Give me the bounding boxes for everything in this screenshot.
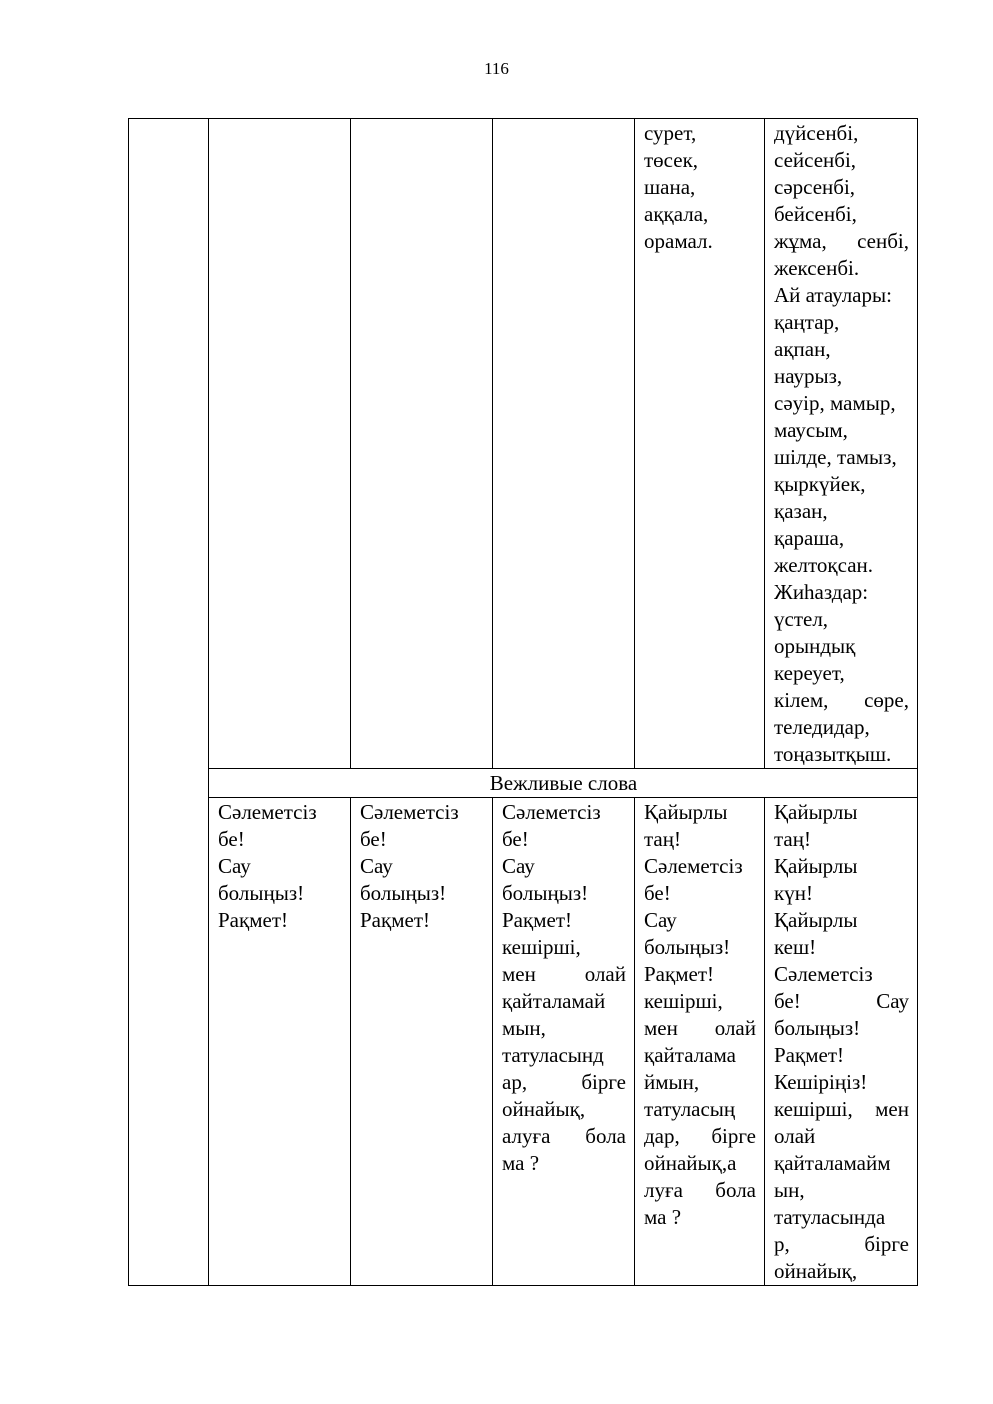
cell-text-line: бе! xyxy=(502,827,529,851)
cell-text-line: кешірші, xyxy=(644,989,723,1013)
cell-word: кешірші, xyxy=(774,1097,853,1121)
cell-word: олай xyxy=(714,1016,756,1040)
cell-text-line: маусым, xyxy=(774,418,848,442)
cell-text-line xyxy=(774,1231,909,1258)
cell-text-line: ойнайық, xyxy=(502,1097,586,1121)
cell-word: олай xyxy=(584,962,626,986)
cell-text-line: Рақмет! xyxy=(774,1043,844,1067)
cell-text-line: Сәлеметсіз xyxy=(360,800,459,824)
cell-text-line: болыңыз! xyxy=(502,881,589,905)
cell-text-line: қазан, xyxy=(774,499,828,523)
cell-text-line: Сау xyxy=(218,854,251,878)
section-title: Вежливые слова xyxy=(209,769,918,798)
polite-cell-col2 xyxy=(351,798,493,1286)
cell-word: мен xyxy=(644,1016,678,1040)
cell-text-line: орамал. xyxy=(644,229,713,253)
cell-text-line: болыңыз! xyxy=(774,1016,861,1040)
cell-text-line xyxy=(502,1123,626,1150)
cell-text-line: күн! xyxy=(774,881,813,905)
cell-text-line: Сәлеметсіз xyxy=(774,962,873,986)
cell-word: кілем, xyxy=(774,688,829,712)
cell-text-line xyxy=(774,687,909,714)
cell-text-line: Сәлеметсіз xyxy=(644,854,743,878)
cell-text-line: теледидар, xyxy=(774,715,870,739)
cell-text-line: Сау xyxy=(360,854,393,878)
page-number: 116 xyxy=(484,59,509,78)
cell-word: жұма, xyxy=(774,229,827,253)
cell-text-line: ақпан, xyxy=(774,337,831,361)
cell-text-line: жексенбі. xyxy=(774,256,860,280)
topic-column-cell xyxy=(129,119,209,1286)
cell-word: сөре, xyxy=(864,688,909,712)
cell-text-line: болыңыз! xyxy=(644,935,731,959)
polite-cell-col1 xyxy=(209,798,351,1286)
cell-text-line: сейсенбі, xyxy=(774,148,857,172)
vocab-cell-col2 xyxy=(351,119,493,769)
cell-text-line: Қайырлы xyxy=(774,800,858,824)
cell-word: Сау xyxy=(876,989,909,1013)
cell-text-line xyxy=(502,961,626,988)
cell-text-line: төсек, xyxy=(644,148,699,172)
cell-text-line: Ай атаулары: xyxy=(774,283,892,307)
vocab-cell-col3 xyxy=(493,119,635,769)
vocabulary-row xyxy=(129,119,918,769)
cell-text-line: ын, xyxy=(774,1178,805,1202)
cell-text-line: желтоқсан. xyxy=(774,553,874,577)
cell-text-line: Кешіріңіз! xyxy=(774,1070,868,1094)
cell-text-line xyxy=(502,1069,626,1096)
cell-text-line: Сәлеметсіз xyxy=(218,800,317,824)
cell-text-line: Сәлеметсіз xyxy=(502,800,601,824)
cell-text-line: кеш! xyxy=(774,935,817,959)
vocab-cell-col5 xyxy=(765,119,918,769)
cell-text-line: қыркүйек, xyxy=(774,472,866,496)
cell-text-line: татуласынд xyxy=(502,1043,604,1067)
cell-text-line: бе! xyxy=(644,881,671,905)
cell-word: бола xyxy=(585,1124,626,1148)
cell-word: бе! xyxy=(774,989,801,1013)
cell-word: бола xyxy=(715,1178,756,1202)
cell-word: ар, xyxy=(502,1070,528,1094)
cell-text-line xyxy=(774,988,909,1015)
cell-text-line: аққала, xyxy=(644,202,709,226)
cell-text-line xyxy=(774,228,909,255)
cell-word: мен xyxy=(502,962,536,986)
cell-text-line: Қайырлы xyxy=(644,800,728,824)
cell-text-line: бе! xyxy=(218,827,245,851)
cell-text-line: қайталамайм xyxy=(774,1151,891,1175)
cell-text-line: олай xyxy=(774,1124,816,1148)
vocab-cell-col4 xyxy=(635,119,765,769)
cell-word: мен xyxy=(875,1097,909,1121)
cell-text-line: Рақмет! xyxy=(644,962,714,986)
section-header-row xyxy=(129,769,918,798)
cell-text-line: ймын, xyxy=(644,1070,700,1094)
cell-text-line: ма ? xyxy=(502,1151,540,1175)
cell-text-line: кереует, xyxy=(774,661,845,685)
cell-text-line: Қайырлы xyxy=(774,854,858,878)
cell-text-line: шілде, тамыз, xyxy=(774,445,897,469)
cell-text-line: шана, xyxy=(644,175,696,199)
cell-text-line: Қайырлы xyxy=(774,908,858,932)
cell-text-line: таң! xyxy=(774,827,811,851)
cell-text-line: қайталама xyxy=(644,1043,736,1067)
cell-text-line: бе! xyxy=(360,827,387,851)
cell-text-line: бейсенбі, xyxy=(774,202,857,226)
cell-text-line: дүйсенбі, xyxy=(774,121,859,145)
cell-text-line xyxy=(644,1177,756,1204)
cell-text-line: Рақмет! xyxy=(360,908,430,932)
cell-text-line: Сау xyxy=(644,908,677,932)
cell-word: бірге xyxy=(581,1070,626,1094)
cell-text-line: қайталамай xyxy=(502,989,606,1013)
cell-word: алуға xyxy=(502,1124,551,1148)
cell-text-line: Рақмет! xyxy=(218,908,288,932)
cell-text-line: ойнайық, xyxy=(774,1259,858,1283)
cell-word: сенбі, xyxy=(857,229,909,253)
cell-text-line: таң! xyxy=(644,827,681,851)
cell-text-line: болыңыз! xyxy=(218,881,305,905)
cell-text-line: қаңтар, xyxy=(774,310,840,334)
cell-text-line: Жиһаздар: xyxy=(774,580,869,604)
polite-cell-col4 xyxy=(635,798,765,1286)
cell-word: дар, xyxy=(644,1124,680,1148)
cell-word: луға xyxy=(644,1178,683,1202)
cell-word: бірге xyxy=(864,1232,909,1256)
cell-text-line: тоңазытқыш. xyxy=(774,742,892,766)
cell-text-line: ойнайық,а xyxy=(644,1151,737,1175)
cell-text-line: үстел, xyxy=(774,607,829,631)
cell-text-line xyxy=(644,1015,756,1042)
cell-text-line: мын, xyxy=(502,1016,546,1040)
cell-text-line: қараша, xyxy=(774,526,845,550)
cell-text-line: сәуір, мамыр, xyxy=(774,391,896,415)
cell-text-line: кешірші, xyxy=(502,935,581,959)
cell-text-line xyxy=(644,1123,756,1150)
cell-text-line: сурет, xyxy=(644,121,697,145)
polite-cell-col5 xyxy=(765,798,918,1286)
polite-cell-col3 xyxy=(493,798,635,1286)
cell-text-line: орындық xyxy=(774,634,856,658)
cell-text-line: сәрсенбі, xyxy=(774,175,856,199)
cell-text-line: ма ? xyxy=(644,1205,682,1229)
cell-text-line: наурыз, xyxy=(774,364,843,388)
cell-text-line: Рақмет! xyxy=(502,908,572,932)
cell-word: бірге xyxy=(711,1124,756,1148)
cell-text-line: татуласында xyxy=(774,1205,886,1229)
polite-words-row xyxy=(129,798,918,1286)
vocab-cell-col1 xyxy=(209,119,351,769)
cell-text-line: татуласың xyxy=(644,1097,736,1121)
cell-text-line: Сау xyxy=(502,854,535,878)
lesson-table xyxy=(128,118,918,1286)
cell-text-line: болыңыз! xyxy=(360,881,447,905)
cell-word: р, xyxy=(774,1232,790,1256)
cell-text-line xyxy=(774,1096,909,1123)
